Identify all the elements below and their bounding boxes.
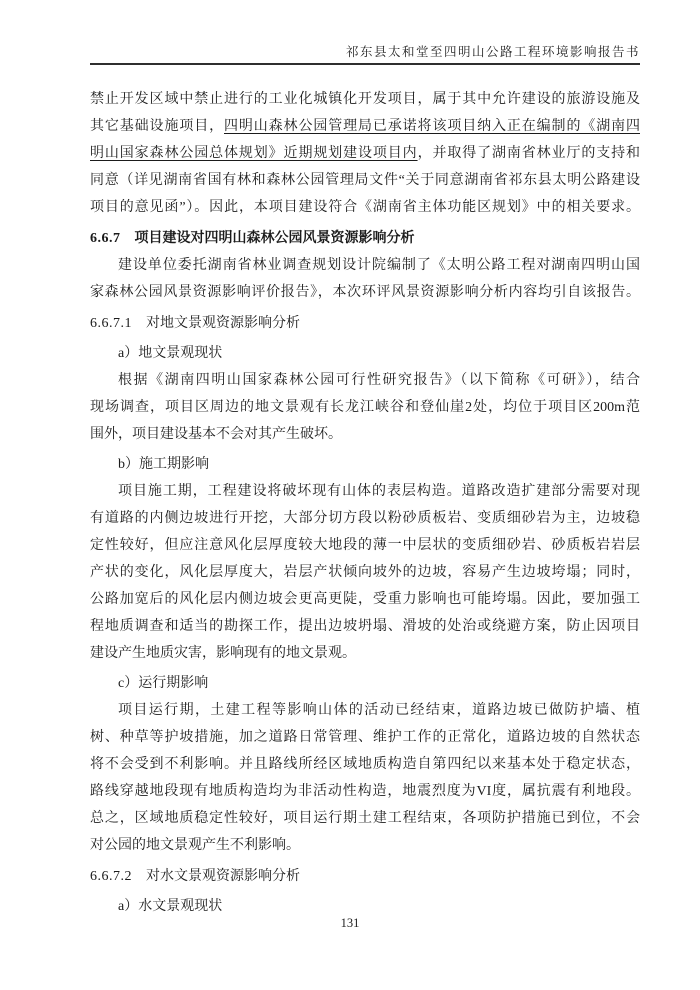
paragraph-line: 围外，项目建设基本不会对其产生破坏。 (90, 427, 342, 442)
list-item-a: a）地文景观现状 (118, 346, 223, 361)
paragraph-line: 定性较好，但应注意风化层厚度较大地段的薄一中层状的变质细砂岩、砂质板岩岩层 (90, 538, 640, 553)
section-title: 对水文景观资源影响分析 (146, 869, 300, 884)
paragraph-line (90, 113, 640, 140)
section-title: 项目建设对四明山森林公园风景资源影响分析 (134, 231, 415, 246)
section-heading-6-6-7-2 (90, 863, 640, 890)
underlined-text: 四明山森林公园管理局已承诺将该项目纳入正在编制的《湖南四 (224, 119, 640, 134)
text-segment: 其它基础设施项目， (90, 119, 224, 134)
paragraph-line: 项目的意见函”）。因此，本项目建设符合《湖南省主体功能区规划》中的相关要求。 (90, 200, 640, 215)
paragraph-line: 程地质调查和适当的勘探工作，提出边坡坍塌、滑坡的处治或绕避方案，防止因项目 (90, 619, 640, 634)
paragraph-line: 项目施工期，工程建设将破坏现有山体的表层构造。道路改造扩建部分需要对现 (118, 484, 640, 499)
paragraph-line: 路线穿越地段现有地质构造均为非活动性构造，地震烈度为VI度，属抗震有利地段。 (90, 784, 640, 799)
document-body (90, 86, 640, 920)
paragraph-line: 根据《湖南四明山国家森林公园可行性研究报告》（以下简称《可研》），结合 (118, 373, 640, 388)
paragraph-line: 产状的变化，风化层厚度大，岩层产状倾向坡外的边坡，容易产生边坡垮塌；同时， (90, 565, 640, 580)
paragraph-line: 有道路的内侧边坡进行开挖，大部分切方段以粉砂质板岩、变质细砂岩为主，边坡稳 (90, 511, 640, 526)
paragraph-line: 建设产生地质灾害，影响现有的地文景观。 (90, 646, 356, 661)
page-footer (0, 916, 700, 931)
list-item-a: a）水文景观现状 (118, 899, 223, 914)
list-item-c: c）运行期影响 (118, 676, 209, 691)
section-heading-6-6-7-1 (90, 310, 640, 337)
paragraph-line: 同意（详见湖南省国有林和森林公园管理局文件“关于同意湖南省祁东县太明公路建设 (90, 173, 640, 188)
list-item-b: b）施工期影响 (118, 457, 209, 472)
section-title: 对地文景观资源影响分析 (146, 316, 300, 331)
section-number: 6.6.7.2 (90, 869, 132, 884)
paragraph-line: 现场调查，项目区周边的地文景观有长龙江峡谷和登仙崖2处，均位于项目区200m范 (90, 400, 640, 415)
running-header-title: 祁东县太和堂至四明山公路工程环境影响报告书 (345, 45, 640, 59)
paragraph-line: 家森林公园风景资源影响评价报告》，本次环评风景资源影响分析内容均引自该报告。 (90, 285, 640, 300)
header-rule (90, 63, 640, 65)
paragraph-line: 建设单位委托湖南省林业调查规划设计院编制了《太明公路工程对湖南四明山国 (118, 258, 640, 273)
paragraph-line: 项目运行期，土建工程等影响山体的活动已经结束，道路边坡已做防护墙、植 (118, 703, 640, 718)
section-number: 6.6.7.1 (90, 316, 132, 331)
paragraph-line: 公路加宽后的风化层内侧边坡会更高更陡，受重力影响也可能垮塌。因此，要加强工 (90, 592, 640, 607)
paragraph-line: 禁止开发区域中禁止进行的工业化城镇化开发项目，属于其中允许建设的旅游设施及 (90, 92, 640, 107)
section-number: 6.6.7 (90, 231, 121, 246)
paragraph-line (90, 140, 640, 167)
paragraph-line: 将不会受到不利影响。并且路线所经区域地质构造自第四纪以来基本处于稳定状态， (90, 757, 640, 772)
page-number: 131 (340, 916, 360, 930)
underlined-text: 明山国家森林公园总体规划》近期规划建设项目内 (90, 146, 418, 161)
section-heading-6-6-7 (90, 225, 640, 252)
paragraph-line: 总之，区域地质稳定性较好，项目运行期土建工程结束，各项防护措施已到位，不会 (90, 811, 640, 826)
text-segment: ，并取得了湖南省林业厅的支持和 (417, 146, 641, 161)
paragraph-line: 树、种草等护坡措施，加之道路日常管理、维护工作的正常化，道路边坡的自然状态 (90, 730, 640, 745)
paragraph-line: 对公园的地文景观产生不利影响。 (90, 838, 300, 853)
